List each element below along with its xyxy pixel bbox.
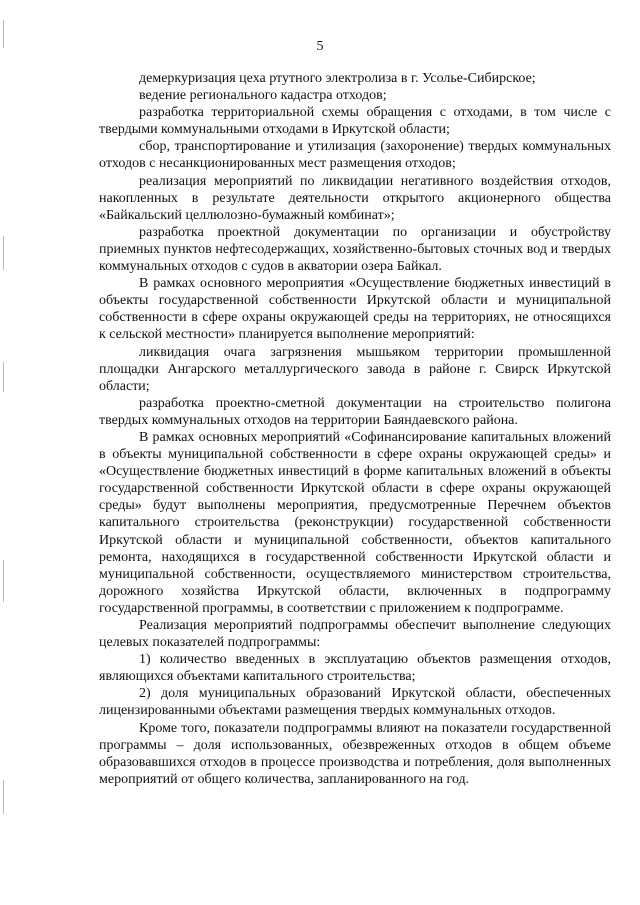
paragraph: Кроме того, показатели подпрограммы влияют на показатели государственной программы – доля использованных, обезвреженных отходов в общем объеме образовавшихся отходов в процессе производства и потребления, доля выполненных мероприятий от общего количества, запланированного на год. xyxy=(99,720,611,787)
paragraph: реализация мероприятий по ликвидации негативного воздействия отходов, накопленных в результате деятельности открытого акционерного общества «Байкальский целлюлозно-бумажный комбинат»; xyxy=(99,173,611,223)
paragraph: ликвидация очага загрязнения мышьяком территории промышленной площадки Ангарского металлургического завода в районе г. Свирск Иркутской области; xyxy=(99,344,611,394)
paragraph: В рамках основных мероприятий «Софинансирование капитальных вложений в объекты муниципальной собственности в сфере охраны окружающей среды» и «Осуществление бюджетных инвестиций в форме капитальных вложений в объекты государственной собственности Иркутской области в сфере охраны окружающей среды» будут выполнены мероприятия, предусмотренные Перечнем объектов капитального строительства (реконструкции) государственной собственности Иркутской области и муниципальной собственности, объектов капитального ремонта, находящихся в государственной собственности Иркутской области и муниципальной собственности, осуществляемого министерством строительства, дорожного хозяйства Иркутской области, включенных в подпрограмму государственной программы, в соответствии с приложением к подпрограмме. xyxy=(99,429,611,616)
paragraph: ведение регионального кадастра отходов; xyxy=(139,88,387,104)
paragraph: демеркуризация цеха ртутного электролиза в г. Усолье-Сибирское; xyxy=(139,71,536,86)
paragraph: разработка территориальной схемы обращения с отходами, в том числе с твердыми коммунальными отходами в Иркутской области; xyxy=(99,105,611,138)
paragraph: В рамках основного мероприятия «Осуществление бюджетных инвестиций в объекты государственной собственности Иркутской области и муниципальной собственности в сфере охраны окружающей среды на территориях, не относящихся к сельской местности» планируется выполнение мероприятий: xyxy=(99,276,611,343)
paragraph: Реализация мероприятий подпрограммы обеспечит выполнение следующих целевых показателей подпрограммы: xyxy=(99,618,611,651)
paragraph: разработка проектно-сметной документации на строительство полигона твердых коммунальных отходов на территории Баяндаевского района. xyxy=(99,395,611,428)
page-number: 5 xyxy=(316,39,324,54)
document-body xyxy=(99,70,611,788)
binding-margin-marks xyxy=(3,0,7,905)
paragraph: сбор, транспортирование и утилизация (захоронение) твердых коммунальных отходов с несанкционированных мест размещения отходов; xyxy=(99,139,611,172)
paragraph: 1) количество введенных в эксплуатацию объектов размещения отходов, являющихся объектами капитального строительства; xyxy=(99,652,611,685)
paragraph: разработка проектной документации по организации и обустройству приемных пунктов нефтесодержащих, хозяйственно-бытовых сточных вод и твердых коммунальных отходов с судов в акватории озера Байкал. xyxy=(99,224,611,275)
paragraph: 2) доля муниципальных образований Иркутской области, обеспеченных лицензированными объектами размещения твердых коммунальных отходов. xyxy=(99,686,611,719)
